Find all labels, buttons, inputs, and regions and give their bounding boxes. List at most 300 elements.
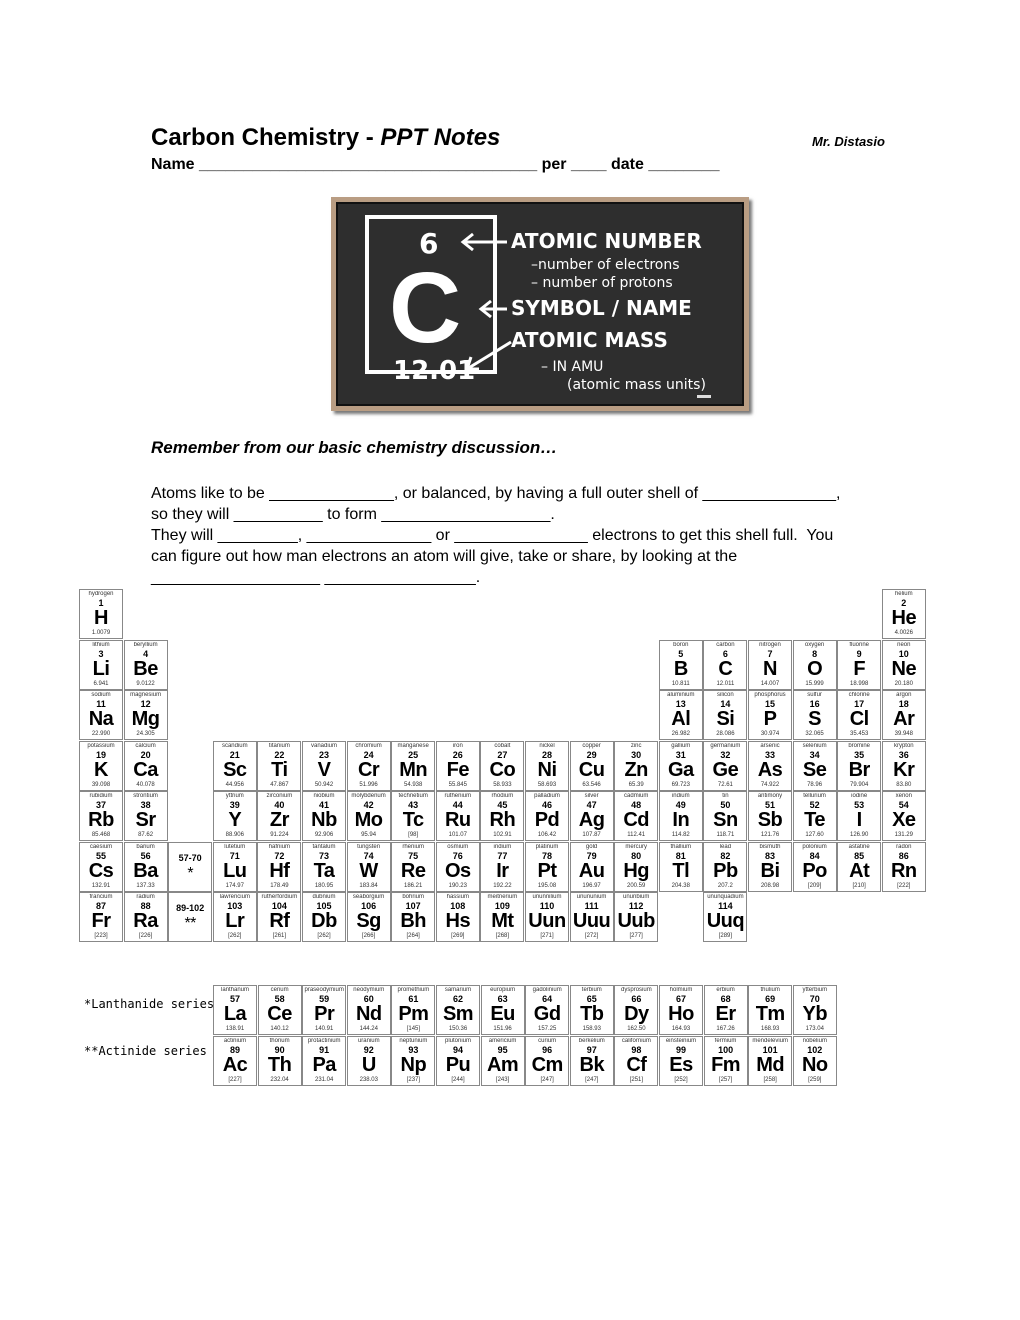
element-symbol: At xyxy=(849,859,870,882)
element-cell-seaborgium xyxy=(347,892,391,942)
atomic-mass: 78.96 xyxy=(807,781,823,788)
element-cell-sodium xyxy=(79,690,123,740)
element-name: thulium xyxy=(760,987,780,993)
element-symbol: Pd xyxy=(534,809,560,831)
atomic-number: 106 xyxy=(361,901,377,911)
atomic-mass: 151.96 xyxy=(493,1026,512,1032)
element-name: astatine xyxy=(848,843,870,850)
atomic-number: 22 xyxy=(274,749,285,760)
atomic-number: 50 xyxy=(720,800,731,810)
atomic-number: 66 xyxy=(631,994,642,1004)
element-name: bohrium xyxy=(402,894,425,900)
atomic-number: 104 xyxy=(271,901,287,911)
board-sub-protons: – number of protons xyxy=(531,275,673,291)
element-symbol: Nb xyxy=(311,809,337,831)
atomic-mass: [244] xyxy=(451,1076,465,1083)
atomic-mass: 12.011 xyxy=(716,680,735,687)
atomic-mass: [262] xyxy=(317,933,331,939)
element-name: yttrium xyxy=(225,793,244,799)
atomic-number: 2 xyxy=(901,598,907,608)
asterisk-icon: ** xyxy=(184,915,196,932)
atomic-mass: 192.22 xyxy=(493,882,512,889)
atomic-mass: 22.990 xyxy=(91,731,111,737)
element-symbol: Zn xyxy=(624,758,648,781)
element-cell-bismuth xyxy=(748,842,792,892)
element-name: gallium xyxy=(671,742,691,749)
atomic-number: 72 xyxy=(274,850,285,861)
atomic-mass: 132.91 xyxy=(91,882,111,889)
element-cell-fluorine xyxy=(837,640,881,690)
element-symbol: Sg xyxy=(356,910,381,932)
element-cell-mendelevium xyxy=(748,1036,792,1086)
atomic-number: 87 xyxy=(95,901,106,911)
atomic-number: 20 xyxy=(140,749,151,760)
atomic-number: 59 xyxy=(319,994,330,1004)
atomic-mass: [247] xyxy=(540,1076,554,1083)
atomic-mass: 114.82 xyxy=(671,832,690,838)
atomic-number: 14 xyxy=(720,699,731,709)
atomic-number: 15 xyxy=(764,699,775,709)
element-symbol: Ba xyxy=(133,859,158,882)
element-name: rhenium xyxy=(402,843,425,850)
element-cell-fermium xyxy=(704,1036,748,1086)
element-symbol: K xyxy=(94,758,108,781)
element-symbol: Gd xyxy=(533,1003,561,1025)
marker-range: 89-102 xyxy=(176,903,205,913)
atomic-mass: [262] xyxy=(228,933,242,939)
element-cell-platinum xyxy=(525,842,569,892)
element-symbol: Er xyxy=(715,1003,736,1025)
atomic-mass: 144.24 xyxy=(359,1026,378,1032)
atomic-mass: [222] xyxy=(897,882,911,889)
atomic-number: 6 xyxy=(722,648,728,659)
atomic-number: 54 xyxy=(898,800,909,810)
asterisk-icon: * xyxy=(187,864,194,882)
element-cell-calcium xyxy=(124,741,168,791)
atomic-number: 23 xyxy=(318,749,329,760)
element-name: beryllium xyxy=(133,641,158,648)
atomic-mass: 204.38 xyxy=(671,882,690,889)
element-name: barium xyxy=(136,843,155,850)
atomic-number: 102 xyxy=(807,1044,823,1055)
element-symbol: Kr xyxy=(893,758,915,781)
title-main: Carbon Chemistry - xyxy=(151,124,381,151)
atomic-mass: [98] xyxy=(408,832,419,838)
atomic-number: 80 xyxy=(631,850,642,861)
element-symbol: Al xyxy=(671,708,691,730)
element-symbol: Au xyxy=(578,859,605,882)
atomic-mass: 87.62 xyxy=(138,832,154,838)
atomic-mass: [257] xyxy=(718,1076,733,1083)
atomic-mass: 162.50 xyxy=(627,1026,646,1032)
element-symbol: Ru xyxy=(444,809,471,831)
atomic-number: 40 xyxy=(274,800,285,810)
atomic-number: 27 xyxy=(497,749,508,760)
element-cell-carbon xyxy=(703,640,747,690)
element-name: manganese xyxy=(397,742,429,749)
atomic-number: 64 xyxy=(542,994,553,1004)
element-name: protactinium xyxy=(307,1037,341,1044)
atomic-mass: 196.97 xyxy=(582,882,601,889)
element-cell-iron xyxy=(436,741,480,791)
element-name: neptunium xyxy=(399,1037,428,1044)
atomic-number: 65 xyxy=(586,994,597,1004)
element-symbol: Dy xyxy=(624,1003,649,1025)
element-cell-plutonium xyxy=(436,1036,480,1086)
element-cell-neodymium xyxy=(347,985,391,1035)
element-name: xenon xyxy=(895,793,912,799)
element-cell-chlorine xyxy=(837,690,881,740)
atomic-number: 55 xyxy=(95,850,106,861)
element-cell-ununnilium xyxy=(525,892,569,942)
element-name: samarium xyxy=(444,987,472,993)
element-symbol: La xyxy=(223,1003,247,1025)
element-cell-beryllium xyxy=(124,640,168,690)
atomic-number: 82 xyxy=(720,850,731,861)
atomic-number: 63 xyxy=(497,994,508,1004)
atomic-mass: 72.61 xyxy=(717,781,733,788)
atomic-mass: 20.180 xyxy=(894,680,913,687)
element-name: ununbium xyxy=(623,894,650,900)
element-name: sulfur xyxy=(807,692,822,698)
element-symbol: Pa xyxy=(312,1053,336,1076)
atomic-number: 111 xyxy=(584,901,599,911)
atomic-number: 79 xyxy=(586,850,597,861)
atomic-number: 86 xyxy=(898,850,909,861)
element-cell-caesium xyxy=(79,842,123,892)
atomic-number: 68 xyxy=(720,994,731,1004)
element-cell-technetium xyxy=(391,791,435,841)
atomic-number: 110 xyxy=(539,901,555,911)
element-name: selenium xyxy=(802,742,827,749)
element-cell-lithium xyxy=(79,640,123,690)
atomic-mass: 137.33 xyxy=(136,882,155,889)
atomic-mass: 50.942 xyxy=(314,781,334,788)
paragraph-line-3: They will _________, ______________ or _______________ electrons to get this shell full. You xyxy=(151,527,834,544)
atomic-mass: 157.25 xyxy=(538,1026,557,1032)
element-name: niobium xyxy=(313,793,335,799)
element-symbol: Ag xyxy=(578,809,605,831)
element-cell-protactinium xyxy=(302,1036,346,1086)
element-name: ununquadium xyxy=(707,894,744,900)
atomic-mass: 92.906 xyxy=(314,832,334,838)
element-name: cadmium xyxy=(624,793,649,799)
element-symbol: Ir xyxy=(496,859,509,882)
atomic-mass: 178.49 xyxy=(270,882,289,889)
element-symbol: Ac xyxy=(222,1053,248,1076)
atomic-number: 48 xyxy=(631,800,642,810)
element-symbol: Uub xyxy=(617,910,655,932)
element-name: argon xyxy=(896,692,912,698)
element-name: magnesium xyxy=(130,692,162,698)
element-name: thallium xyxy=(670,843,692,850)
atomic-mass: [258] xyxy=(763,1076,777,1083)
board-label-number: ATOMIC NUMBER xyxy=(511,229,702,253)
atomic-mass: [209] xyxy=(807,882,822,889)
element-symbol: P xyxy=(763,708,777,730)
element-symbol: Cm xyxy=(531,1053,563,1076)
element-name: americium xyxy=(488,1037,517,1044)
element-cell-terbium xyxy=(570,985,614,1035)
element-cell-sulfur xyxy=(793,690,837,740)
element-name: terbium xyxy=(581,987,602,993)
element-symbol: Rh xyxy=(489,809,516,831)
atomic-number: 5 xyxy=(678,648,684,659)
element-cell-rutherfordium xyxy=(257,892,301,942)
element-cell-unununium xyxy=(570,892,614,942)
element-cell-tellurium xyxy=(793,791,837,841)
element-name: californium xyxy=(621,1037,651,1044)
element-symbol: N xyxy=(763,657,777,680)
element-symbol: Db xyxy=(311,910,337,932)
atomic-number: 105 xyxy=(316,901,332,911)
element-name: molybdenum xyxy=(351,793,386,799)
atomic-number: 103 xyxy=(227,901,243,911)
atomic-mass: 173.04 xyxy=(805,1026,824,1032)
element-name: meitnerium xyxy=(487,894,518,900)
element-symbol: Md xyxy=(756,1053,785,1076)
element-name: technetium xyxy=(398,793,428,799)
element-cell-osmium xyxy=(436,842,480,892)
author-name: Mr. Distasio xyxy=(812,134,885,149)
element-name: hydrogen xyxy=(88,591,114,597)
atomic-number: 34 xyxy=(809,749,820,760)
element-cell-polonium xyxy=(793,842,837,892)
atomic-number: 3 xyxy=(98,648,104,659)
element-symbol: Ta xyxy=(313,859,335,882)
atomic-number: 12 xyxy=(140,699,151,709)
element-name: hafnium xyxy=(268,843,291,850)
atomic-number: 46 xyxy=(541,800,552,810)
atomic-number: 75 xyxy=(408,850,419,861)
atomic-number: 51 xyxy=(764,800,775,810)
atomic-number: 107 xyxy=(405,901,421,911)
atomic-mass: 55.845 xyxy=(448,781,467,788)
element-name: neodymium xyxy=(353,987,385,993)
element-symbol: Cs xyxy=(88,859,114,882)
element-name: tungsten xyxy=(357,843,381,850)
atomic-number: 17 xyxy=(854,699,865,709)
atomic-mass: 24.305 xyxy=(136,731,155,737)
atomic-number: 8 xyxy=(812,648,818,659)
element-symbol: B xyxy=(673,657,688,680)
atomic-mass: 118.71 xyxy=(716,832,735,838)
atomic-mass: 207.2 xyxy=(717,882,733,889)
element-cell-iridium xyxy=(480,842,524,892)
element-cell-tungsten xyxy=(347,842,391,892)
element-symbol: Rf xyxy=(269,910,290,932)
element-symbol: Fe xyxy=(446,758,469,781)
element-symbol: Cu xyxy=(578,758,605,781)
element-name: curium xyxy=(538,1037,557,1044)
element-cell-krypton xyxy=(882,741,926,791)
element-symbol: In xyxy=(672,809,690,831)
atomic-mass: [243] xyxy=(495,1076,510,1083)
element-symbol: Bk xyxy=(579,1053,605,1076)
element-symbol: Se xyxy=(802,758,827,781)
element-name: bromine xyxy=(848,742,871,749)
atomic-number: 69 xyxy=(765,994,776,1004)
atomic-number: 112 xyxy=(628,901,644,911)
lanthanide-series-label: *Lanthanide series xyxy=(84,997,215,1011)
atomic-mass: 44.956 xyxy=(225,781,244,788)
atomic-mass: [289] xyxy=(718,933,733,939)
element-cell-radium xyxy=(124,892,168,942)
element-cell-argon xyxy=(882,690,926,740)
atomic-number: 42 xyxy=(363,800,374,810)
element-symbol: Fr xyxy=(91,910,111,932)
element-symbol: Hf xyxy=(269,859,290,882)
element-symbol: W xyxy=(359,859,378,882)
element-name: promethium xyxy=(397,987,430,993)
element-name: oxygen xyxy=(804,641,825,648)
element-cell-manganese xyxy=(391,741,435,791)
element-symbol: Tb xyxy=(580,1003,604,1025)
element-name: ununnilium xyxy=(532,894,562,900)
element-name: erbium xyxy=(716,987,735,993)
atomic-mass: 126.90 xyxy=(850,832,869,838)
atomic-mass: [226] xyxy=(138,933,153,939)
atomic-mass: 140.91 xyxy=(315,1026,334,1032)
atomic-mass: [272] xyxy=(584,933,599,939)
element-cell-aluminium xyxy=(659,690,703,740)
atomic-number: 57 xyxy=(229,994,240,1004)
atomic-mass: 6.941 xyxy=(93,680,109,687)
element-name: dubnium xyxy=(312,894,336,900)
element-symbol: H xyxy=(94,607,108,629)
element-symbol: Rb xyxy=(88,809,114,831)
atomic-mass: 174.97 xyxy=(225,882,244,889)
element-cell-oxygen xyxy=(793,640,837,690)
element-name: lanthanum xyxy=(220,987,250,993)
element-name: ruthenium xyxy=(444,793,472,799)
atomic-number: 24 xyxy=(363,749,374,760)
element-cell-indium xyxy=(659,791,703,841)
atomic-mass: 9.0122 xyxy=(136,680,155,687)
board-sub-amu2: (atomic mass units) xyxy=(567,377,706,393)
element-cell-gallium xyxy=(659,741,703,791)
element-name: gold xyxy=(585,843,598,850)
element-name: copper xyxy=(582,742,601,749)
board-sub-amu: – IN AMU xyxy=(541,359,604,375)
atomic-mass: 190.23 xyxy=(448,882,467,889)
element-symbol: Si xyxy=(716,708,735,730)
board-label-mass: ATOMIC MASS xyxy=(511,328,668,352)
element-cell-lawrencium xyxy=(213,892,257,942)
atomic-number: 4 xyxy=(143,648,149,659)
element-name: francium xyxy=(89,894,113,900)
element-cell-yttrium xyxy=(213,791,257,841)
element-name: caesium xyxy=(89,843,113,850)
element-symbol: Be xyxy=(133,657,158,680)
element-name: seaborgium xyxy=(352,894,385,900)
element-symbol: Mo xyxy=(354,809,383,831)
element-name: tellurium xyxy=(803,793,826,799)
atomic-mass: 164.93 xyxy=(671,1026,691,1032)
element-symbol: Na xyxy=(88,708,114,730)
element-symbol: Pt xyxy=(537,859,557,882)
element-name: silver xyxy=(584,793,599,799)
element-symbol: Sc xyxy=(223,758,247,781)
element-name: dysprosium xyxy=(621,987,652,993)
element-symbol: F xyxy=(853,657,866,680)
atomic-mass: 40.078 xyxy=(136,781,155,788)
atomic-mass: 101.07 xyxy=(448,832,467,838)
element-cell-actinium xyxy=(213,1036,257,1086)
element-cell-vanadium xyxy=(302,741,346,791)
element-cell-meitnerium xyxy=(480,892,524,942)
atomic-number: 81 xyxy=(675,850,686,861)
element-name: helium xyxy=(894,591,913,597)
atomic-mass: 14.007 xyxy=(760,680,780,687)
atomic-mass: 47.867 xyxy=(270,781,289,788)
element-symbol: As xyxy=(757,758,783,781)
board-mass: 12.01 xyxy=(393,356,476,386)
atomic-number: 38 xyxy=(140,800,151,810)
atomic-number: 93 xyxy=(408,1044,419,1055)
element-cell-einsteinium xyxy=(659,1036,703,1086)
element-symbol: Ge xyxy=(712,758,739,781)
atomic-number: 99 xyxy=(675,1044,686,1055)
element-name: vanadium xyxy=(310,742,337,749)
element-cell-zinc xyxy=(614,741,658,791)
atomic-number: 36 xyxy=(898,749,909,760)
atomic-mass: [261] xyxy=(272,933,287,939)
element-cell-tantalum xyxy=(302,842,346,892)
element-name: boron xyxy=(673,641,689,648)
element-name: potassium xyxy=(87,742,115,749)
element-cell-astatine xyxy=(837,842,881,892)
element-symbol: Ra xyxy=(133,910,158,932)
element-symbol: Am xyxy=(486,1053,519,1076)
element-name: praseodymium xyxy=(304,987,344,993)
atomic-mass: 140.12 xyxy=(270,1026,289,1032)
element-symbol: Sr xyxy=(135,809,156,831)
element-cell-arsenic xyxy=(748,741,792,791)
element-name: lutetium xyxy=(224,843,246,850)
atomic-mass: [264] xyxy=(406,933,420,939)
element-symbol: Uun xyxy=(528,910,566,932)
atomic-mass: 238.03 xyxy=(359,1076,378,1083)
element-name: cobalt xyxy=(494,742,511,749)
element-cell-nobelium xyxy=(793,1036,837,1086)
element-cell-phosphorus xyxy=(748,690,792,740)
atomic-number: 58 xyxy=(274,994,285,1004)
element-name: scandium xyxy=(221,742,248,749)
element-name: fermium xyxy=(714,1037,737,1044)
atomic-mass: [145] xyxy=(406,1026,421,1032)
element-cell-berkelium xyxy=(570,1036,614,1086)
atomic-mass: 10.811 xyxy=(671,680,690,687)
atomic-number: 77 xyxy=(497,850,508,861)
atomic-number: 1 xyxy=(98,598,104,608)
element-cell-strontium xyxy=(124,791,168,841)
element-cell-americium xyxy=(481,1036,525,1086)
element-symbol: Hs xyxy=(445,910,471,932)
atomic-number: 33 xyxy=(764,749,775,760)
element-symbol: Cl xyxy=(849,708,869,730)
atomic-mass: 158.93 xyxy=(582,1026,601,1032)
atomic-number: 16 xyxy=(809,699,820,709)
board-symbol: C xyxy=(389,252,462,364)
atomic-mass: [251] xyxy=(629,1076,644,1083)
atomic-mass: 26.982 xyxy=(671,731,690,737)
element-cell-rhodium xyxy=(480,791,524,841)
element-symbol: C xyxy=(718,657,733,680)
atomic-mass: [247] xyxy=(585,1076,599,1083)
element-symbol: Ne xyxy=(891,657,917,680)
series-marker-cell xyxy=(168,892,212,942)
